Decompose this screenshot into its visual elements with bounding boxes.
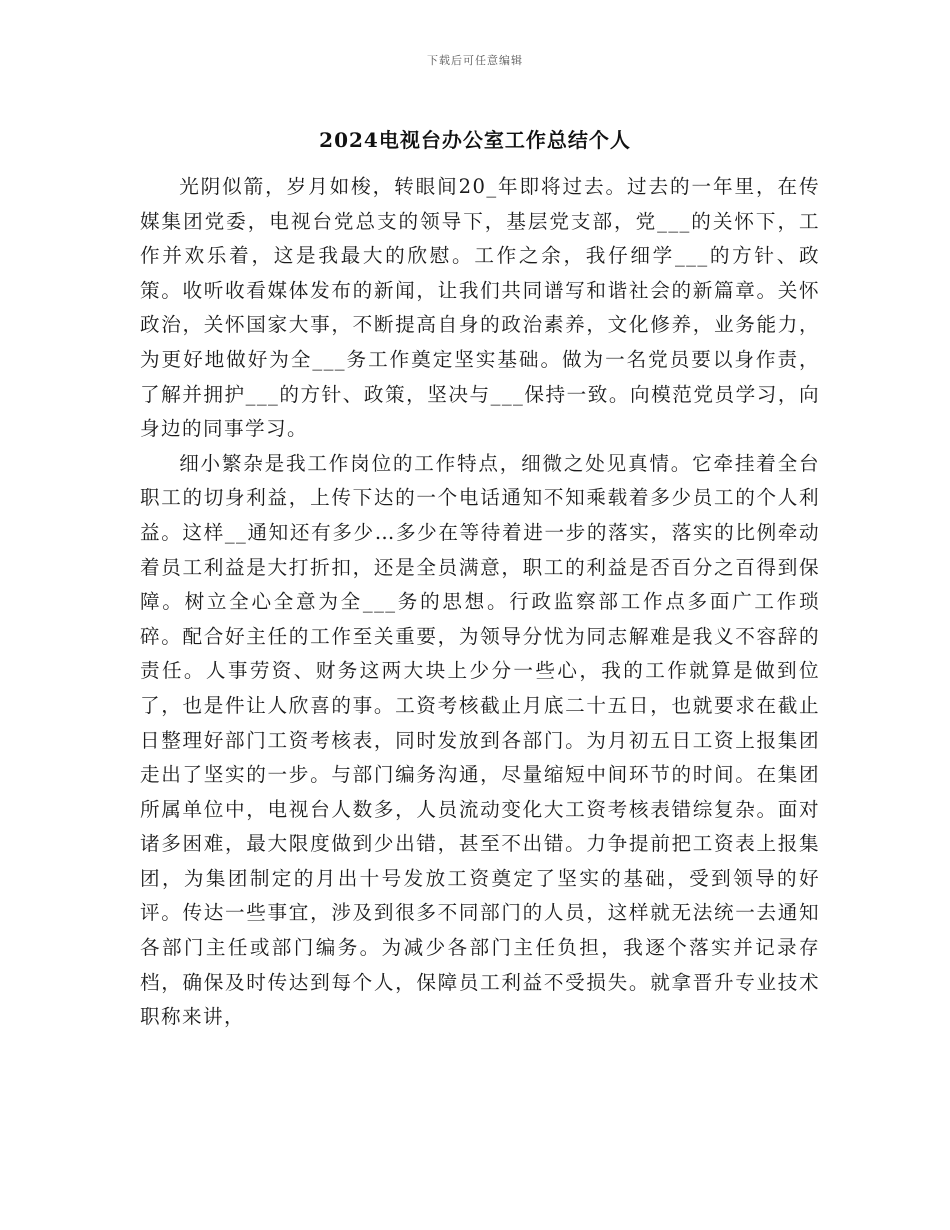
document-body [140, 170, 820, 1035]
document-title: 2024电视台办公室工作总结个人 [319, 128, 631, 152]
paragraph: 光阴似箭，岁月如梭，转眼间20_年即将过去。过去的一年里，在传媒集团党委，电视台党总支的领导下，基层党支部，党___的关怀下，工作并欢乐着，这是我最大的欣慰。工作之余，我仔细学___的方针、政策。收听收看媒体发布的新闻，让我们共同谱写和谐社会的新篇章。关怀政治，关怀国家大事，不断提高自身的政治素养，文化修养，业务能力，为更好地做好为全___务工作奠定坚实基础。做为一名党员要以身作责，了解并拥护___的方针、政策，坚决与___保持一致。向模范党员学习，向身边的同事学习。 [140, 175, 820, 441]
header-note: 下载后可任意编辑 [427, 54, 523, 67]
paragraph: 细小繁杂是我工作岗位的工作特点，细微之处见真情。它牵挂着全台职工的切身利益，上传下达的一个电话通知不知乘载着多少员工的个人利益。这样__通知还有多少…多少在等待着进一步的落实，落实的比例牵动着员工利益是大打折扣，还是全员满意，职工的利益是否百分之百得到保障。树立全心全意为全___务的思想。行政监察部工作点多面广工作琐碎。配合好主任的工作至关重要，为领导分忧为同志解难是我义不容辞的责任。人事劳资、财务这两大块上少分一些心，我的工作就算是做到位了，也是件让人欣喜的事。工资考核截止月底二十五日，也就要求在截止日整理好部门工资考核表，同时发放到各部门。为月初五日工资上报集团走出了坚实的一步。与部门编务沟通，尽量缩短中间环节的时间。在集团所属单位中，电视台人数多，人员流动变化大工资考核表错综复杂。面对诸多困难，最大限度做到少出错，甚至不出错。力争提前把工资表上报集团，为集团制定的月出十号发放工资奠定了坚实的基础，受到领导的好评。传达一些事宜，涉及到很多不同部门的人员，这样就无法统一去通知各部门主任或部门编务。为减少各部门主任负担，我逐个落实并记录存档，确保及时传达到每个人，保障员工利益不受损失。就拿晋升专业技术职称来讲， [140, 451, 820, 1029]
